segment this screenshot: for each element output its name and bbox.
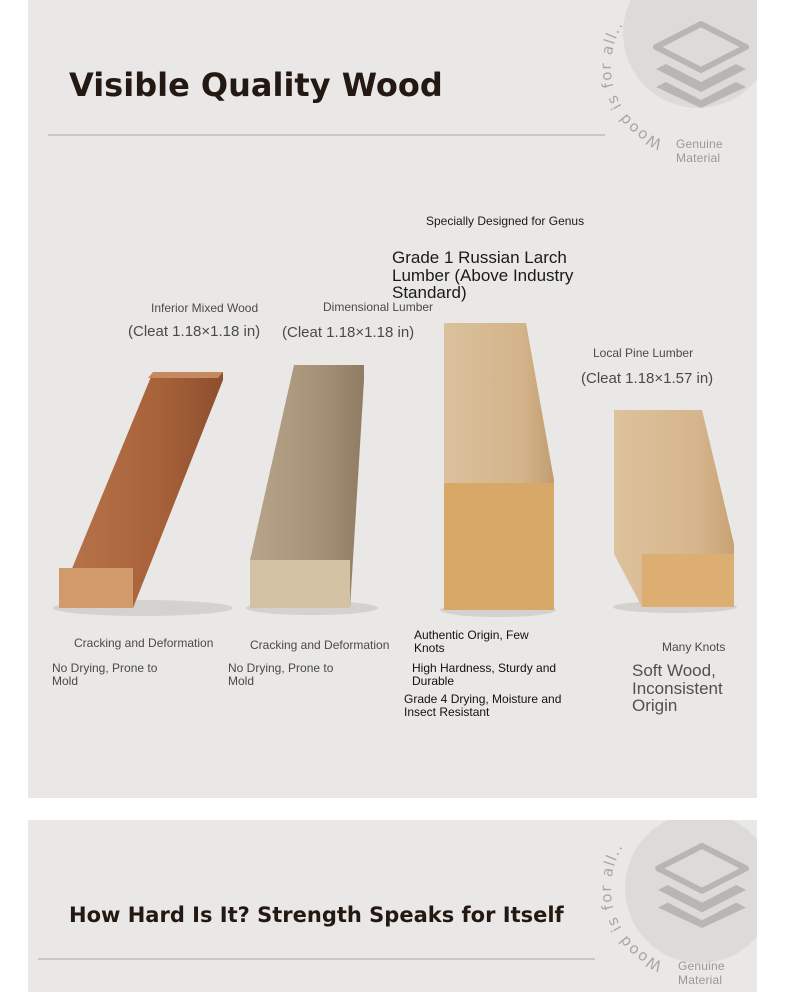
wood-issue-dimensional: Cracking and Deformation	[250, 638, 390, 652]
wood-name-mixed: Inferior Mixed Wood	[151, 301, 259, 315]
title-divider	[38, 958, 595, 960]
badge-curved-text-label: Wood is for all..	[596, 16, 665, 150]
wood-note-pine: Soft Wood, Inconsistent Origin	[632, 661, 723, 715]
wood-name-dimensional: Dimensional Lumber	[323, 300, 434, 314]
stick-mixed-wood	[48, 360, 238, 620]
wood-size-pine: (Cleat 1.18×1.57 in)	[581, 370, 714, 387]
feature-hardness: High Hardness, Sturdy and Durable	[412, 661, 557, 688]
wood-name-pine: Local Pine Lumber	[593, 346, 694, 360]
layers-icon	[654, 842, 750, 930]
wood-note-dimensional: No Drying, Prone to Mold	[228, 661, 334, 688]
wood-issue-mixed: Cracking and Deformation	[74, 636, 214, 650]
layers-icon	[652, 20, 750, 110]
stick-local-pine	[610, 404, 740, 616]
title-divider	[48, 134, 605, 136]
section-title: Visible Quality Wood	[69, 66, 443, 104]
feature-origin: Authentic Origin, Few Knots	[414, 628, 529, 655]
stick-dimensional-lumber	[242, 360, 382, 620]
wood-issue-pine: Many Knots	[662, 640, 726, 654]
stick-russian-larch	[438, 318, 558, 618]
feature-drying: Grade 4 Drying, Moisture and Insect Resistant	[404, 692, 562, 719]
badge-caption: Genuine Material	[678, 959, 725, 987]
wood-note-mixed: No Drying, Prone to Mold	[52, 661, 158, 688]
wood-comparison-panel	[28, 0, 757, 798]
wood-size-dimensional: (Cleat 1.18×1.18 in)	[282, 324, 415, 341]
badge-curved-text-label: Wood is for all..	[596, 838, 665, 974]
badge-caption: Genuine Material	[676, 137, 723, 165]
strength-panel	[28, 820, 757, 992]
featured-title: Grade 1 Russian Larch Lumber (Above Industry Standard)	[392, 248, 574, 302]
wood-size-mixed: (Cleat 1.18×1.18 in)	[128, 323, 261, 340]
featured-tag: Specially Designed for Genus	[426, 214, 585, 228]
section-title: How Hard Is It? Strength Speaks for Itself	[69, 903, 564, 927]
